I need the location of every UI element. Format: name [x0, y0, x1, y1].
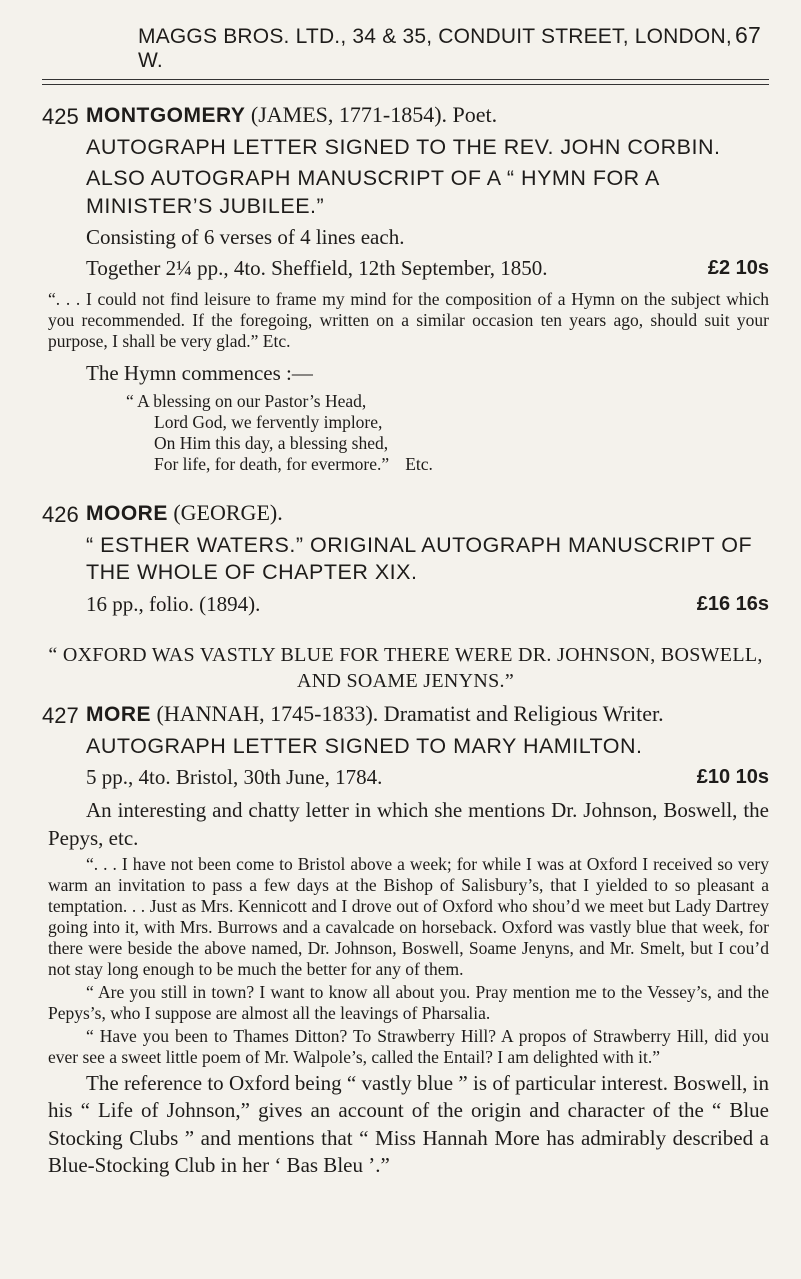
- lot-title: AUTOGRAPH LETTER SIGNED TO MARY HAMILTON.: [86, 733, 643, 758]
- collation-line: [86, 764, 769, 791]
- collation: 16 pp., folio. (1894).: [86, 591, 261, 616]
- author-name: MOORE: [86, 502, 168, 526]
- hymn-intro: The Hymn commences :—: [86, 360, 313, 385]
- header-rule: [42, 79, 769, 85]
- letter-paragraph: “. . . I have not been come to Bristol above a week; for while I was at Oxford I received so very warm an invitation to pass a few days at the Bishop of Salisbury’s, that I yielded to so pleasant a temptation. . . Just as Mrs. Kennicott and I drove out of Oxford who shou’d we meet but Lady Dartrey going into it, with Mrs. Burrows and a cavalcade on horseback. Oxford was vastly blue that week, for there were beside the above named, Dr. Johnson, Boswell, Soame Jenyns, and Mr. Smelt, but I cou’d not stay long enough to be much the better for any of them.: [48, 853, 769, 979]
- lot-number: 427: [42, 702, 79, 728]
- verse-line-text: For life, for death, for evermore.”: [154, 454, 390, 475]
- author-name: MONTGOMERY: [86, 104, 246, 127]
- lot-426: [42, 499, 769, 624]
- lot-heading: [86, 700, 769, 729]
- author-details: (GEORGE).: [173, 500, 283, 526]
- lot-note: The reference to Oxford being “ vastly blue ” is of particular interest. Boswell, in his “ Life of Johnson,” gives an account of the origin and character of the “ Blue Stocking Clubs ” and mentions that “ Miss Hannah More has admirably described a Blue-Stocking Club in her ‘ Bas Bleu ’.”: [48, 1070, 769, 1177]
- lot-number: 426: [42, 502, 79, 528]
- verse-line: Lord God, we fervently implore,: [154, 412, 383, 433]
- author-details: (HANNAH, 1745-1833). Dramatist and Religious Writer.: [156, 700, 664, 726]
- lot-427: [42, 700, 769, 1181]
- verse-line: “ A blessing on our Pastor’s Head,: [126, 391, 367, 412]
- running-title: MAGGS BROS. LTD., 34 & 35, CONDUIT STREET, LONDON, W.: [138, 25, 732, 72]
- hymn-verse: [126, 391, 769, 475]
- lot-title: AUTOGRAPH LETTER SIGNED TO THE REV. JOHN CORBIN.: [86, 134, 721, 159]
- author-details: (JAMES, 1771-1854). Poet.: [250, 102, 498, 127]
- running-header: [42, 0, 769, 79]
- section-banner: “ OXFORD WAS VASTLY BLUE FOR THERE WERE DR. JOHNSON, BOSWELL, AND SOAME JENYNS.”: [48, 643, 763, 692]
- price: £16 16s: [696, 592, 769, 615]
- collation: Together 2¼ pp., 4to. Sheffield, 12th September, 1850.: [86, 256, 548, 281]
- lot-body: [86, 499, 769, 624]
- letter-paragraph: “ Have you been to Thames Ditton? To Strawberry Hill? A propos of Strawberry Hill, did you ever see a sweet little poem of Mr. Walpole’s, called the Entail? I am delighted with it.”: [48, 1025, 769, 1067]
- verse-line: [126, 454, 769, 475]
- letter-paragraph: “ Are you still in town? I want to know all about you. Pray mention me to the Vessey’s, and the Pepys’s, who I suppose are almost all the leavings of Pharsalia.: [48, 981, 769, 1023]
- lot-heading: [86, 499, 769, 528]
- verse-line: On Him this day, a blessing shed,: [154, 433, 389, 454]
- lot-heading: [86, 101, 769, 130]
- lot-intro: An interesting and chatty letter in which she mentions Dr. Johnson, Boswell, the Pepys, etc.: [48, 798, 769, 850]
- verse-etc: Etc.: [405, 454, 433, 475]
- collation: 5 pp., 4to. Bristol, 30th June, 1784.: [86, 765, 383, 790]
- collation-line: [86, 255, 769, 282]
- page-number: 67: [735, 22, 761, 48]
- lot-number: 425: [42, 104, 79, 129]
- spacer: [42, 485, 769, 499]
- collation-line: [86, 591, 769, 618]
- price: £10 10s: [696, 766, 769, 789]
- lot-title: “ ESTHER WATERS.” ORIGINAL AUTOGRAPH MANUSCRIPT OF THE WHOLE OF CHAPTER XIX.: [86, 532, 753, 585]
- lot-description: Consisting of 6 verses of 4 lines each.: [86, 225, 405, 250]
- author-name: MORE: [86, 702, 151, 726]
- lot-425: [42, 101, 769, 475]
- letter-quote: “. . . I could not find leisure to frame my mind for the composition of a Hymn on the subject which you recommended. If the foregoing, written on a similar occasion ten years ago, should suit your purpose, I shall be very glad.” Etc.: [48, 288, 769, 351]
- price: £2 10s: [707, 257, 769, 280]
- lot-title-2: ALSO AUTOGRAPH MANUSCRIPT OF A “ HYMN FOR A MINISTER’S JUBILEE.”: [86, 166, 659, 218]
